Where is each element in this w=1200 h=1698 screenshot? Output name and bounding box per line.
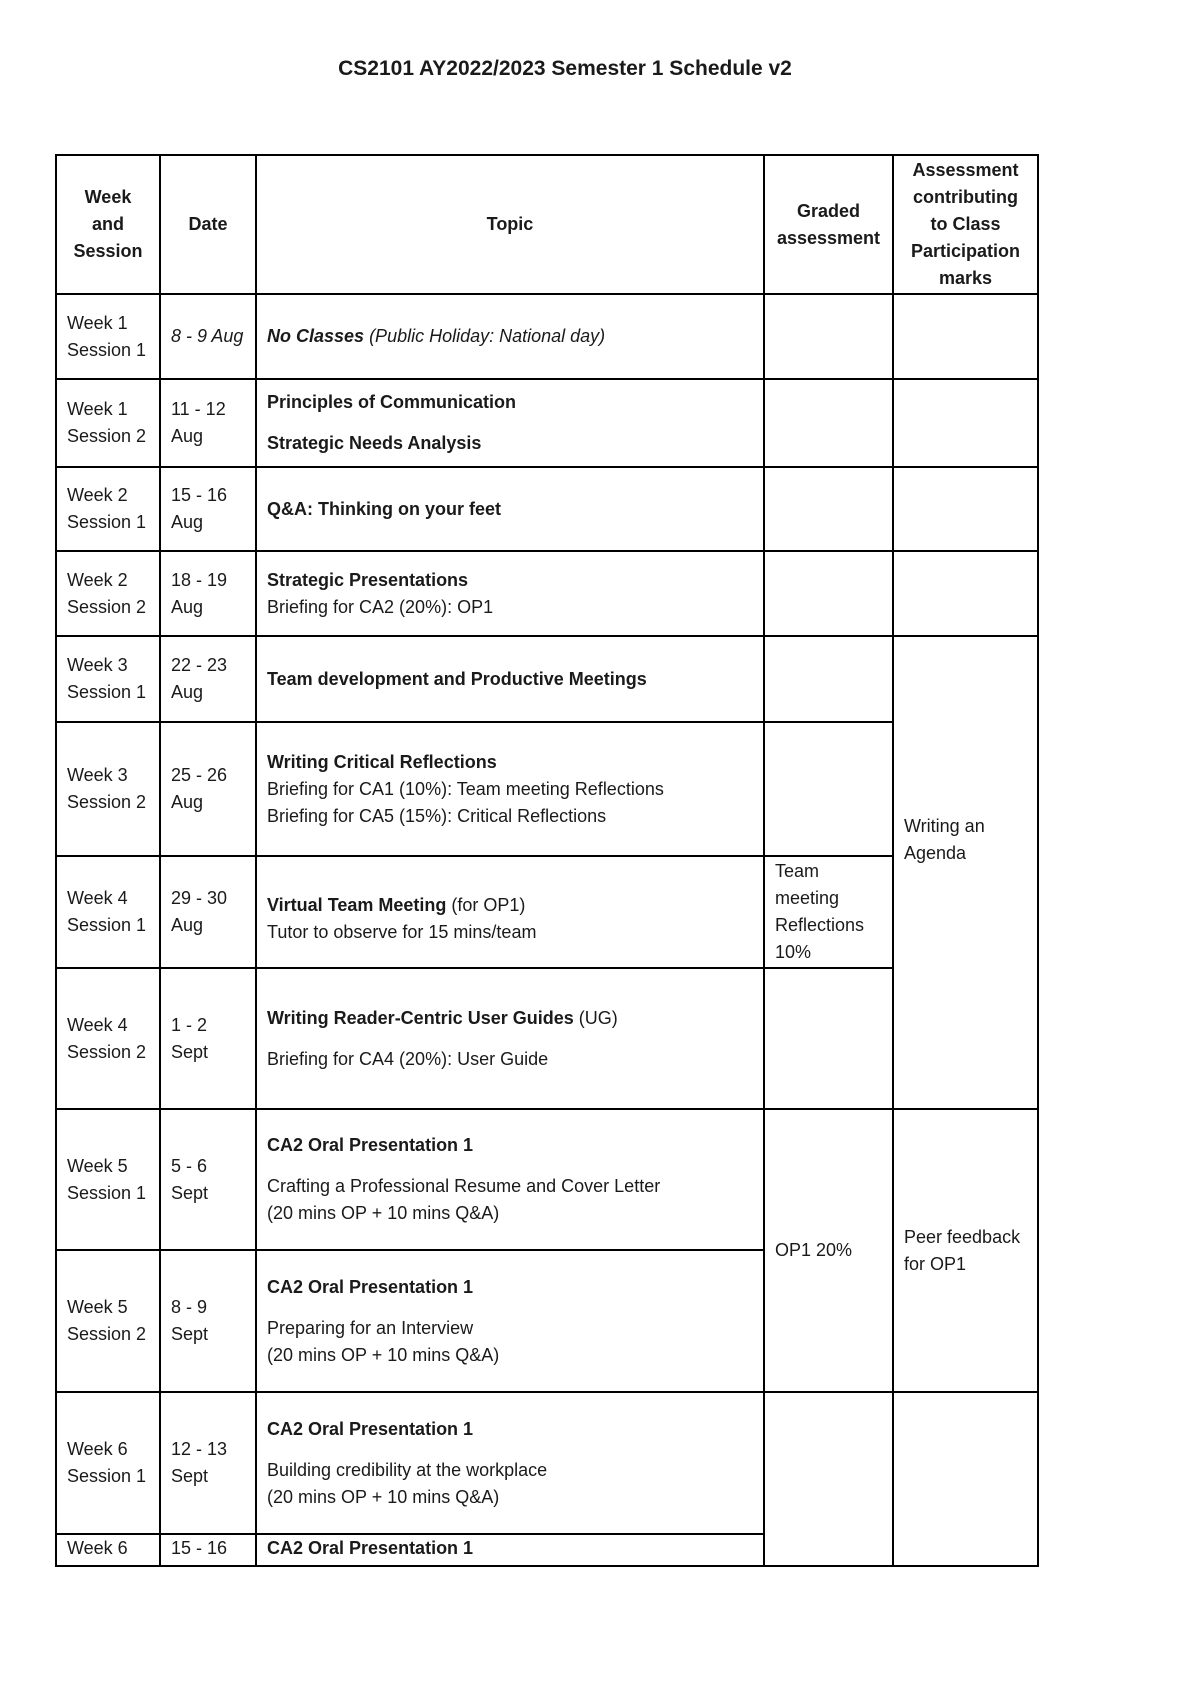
table-row <box>56 379 1038 467</box>
graded-cell <box>764 968 893 1109</box>
header-date: Date <box>160 155 256 294</box>
topic-cell <box>256 1534 764 1566</box>
topic-line: Briefing for CA1 (10%): Team meeting Reflections <box>267 778 664 799</box>
topic-line: (20 mins OP + 10 mins Q&A) <box>267 1486 500 1507</box>
week-cell: Week 1 Session 1 <box>56 294 160 379</box>
date-cell: 18 - 19 Aug <box>160 551 256 636</box>
topic-cell <box>256 294 764 379</box>
graded-cell <box>764 294 893 379</box>
topic-cell <box>256 1250 764 1392</box>
table-header-row <box>56 155 1038 294</box>
week-cell: Week 3 Session 2 <box>56 722 160 856</box>
table-row <box>56 1109 1038 1250</box>
graded-cell: Team meeting Reflections 10% <box>764 856 893 968</box>
date-cell: 15 - 16 <box>160 1534 256 1566</box>
topic-line: Virtual Team Meeting <box>267 895 447 915</box>
topic-cell <box>256 856 764 968</box>
topic-line: (UG) <box>573 1007 618 1028</box>
week-cell: Week 3 Session 1 <box>56 636 160 722</box>
cp-peer-text: Peer feedback for OP1 <box>904 1226 1021 1274</box>
topic-line: Principles of Communication <box>267 392 517 412</box>
week-cell: Week 6 Session 1 <box>56 1392 160 1534</box>
graded-cell <box>764 1392 893 1566</box>
topic-line <box>267 1005 753 1032</box>
graded-op1-text: OP1 20% <box>775 1240 853 1260</box>
date-cell: 15 - 16 Aug <box>160 467 256 551</box>
graded-cell <box>764 467 893 551</box>
header-topic: Topic <box>256 155 764 294</box>
week-cell: Week 2 Session 1 <box>56 467 160 551</box>
topic-line: CA2 Oral Presentation 1 <box>267 1538 474 1558</box>
date-cell: 8 - 9 Aug <box>160 294 256 379</box>
table-row <box>56 294 1038 379</box>
graded-cell <box>764 636 893 722</box>
topic-line: Writing Critical Reflections <box>267 751 497 772</box>
cp-cell-agenda <box>893 636 1038 1109</box>
topic-cell <box>256 636 764 722</box>
date-cell: 12 - 13 Sept <box>160 1392 256 1534</box>
topic-line: Team development and Productive Meetings <box>267 668 647 689</box>
topic-line: CA2 Oral Presentation 1 <box>267 1276 474 1297</box>
topic-line: Crafting a Professional Resume and Cover Letter <box>267 1176 661 1196</box>
table-row <box>56 968 1038 1109</box>
graded-cell <box>764 551 893 636</box>
table-row <box>56 1392 1038 1534</box>
week-cell: Week 1 Session 2 <box>56 379 160 467</box>
cp-cell <box>893 379 1038 467</box>
topic-cell <box>256 379 764 467</box>
graded-cell-op1 <box>764 1109 893 1392</box>
topic-line: Building credibility at the workplace <box>267 1459 548 1480</box>
topic-line: Tutor to observe for 15 mins/team <box>267 922 537 942</box>
table-row <box>56 467 1038 551</box>
week-cell: Week 5 Session 2 <box>56 1250 160 1392</box>
topic-line <box>267 892 753 919</box>
topic-line: CA2 Oral Presentation 1 <box>267 1135 474 1155</box>
topic-line: Strategic Presentations <box>267 569 469 590</box>
topic-cell <box>256 722 764 856</box>
topic-cell <box>256 1109 764 1250</box>
topic-line: (20 mins OP + 10 mins Q&A) <box>267 1344 500 1365</box>
cp-cell <box>893 1392 1038 1566</box>
graded-cell <box>764 722 893 856</box>
topic-line: Briefing for CA5 (15%): Critical Reflections <box>267 805 607 826</box>
table-row <box>56 551 1038 636</box>
week-cell: Week 4 Session 1 <box>56 856 160 968</box>
header-graded: Graded assessment <box>764 155 893 294</box>
week-cell: Week 2 Session 2 <box>56 551 160 636</box>
cp-cell-peer <box>893 1109 1038 1392</box>
topic-cell <box>256 467 764 551</box>
table-row <box>56 722 1038 856</box>
cp-agenda-text: Writing an Agenda <box>904 815 985 863</box>
topic-line: (for OP1) <box>446 895 526 915</box>
week-cell: Week 6 <box>56 1534 160 1566</box>
topic-line: Briefing for CA4 (20%): User Guide <box>267 1048 549 1069</box>
topic-line: Q&A: Thinking on your feet <box>267 498 501 519</box>
topic-cell <box>256 968 764 1109</box>
topic-line: (20 mins OP + 10 mins Q&A) <box>267 1203 500 1223</box>
topic-line: Briefing for CA2 (20%): OP1 <box>267 596 494 617</box>
week-cell: Week 4 Session 2 <box>56 968 160 1109</box>
header-week: Week and Session <box>56 155 160 294</box>
date-cell: 1 - 2 Sept <box>160 968 256 1109</box>
topic-line: Writing Reader-Centric User Guides <box>267 1007 574 1028</box>
table-row <box>56 636 1038 722</box>
date-cell: 22 - 23 Aug <box>160 636 256 722</box>
topic-line: CA2 Oral Presentation 1 <box>267 1418 474 1439</box>
cp-cell <box>893 294 1038 379</box>
topic-line: (Public Holiday: National day) <box>364 326 606 346</box>
date-cell: 25 - 26 Aug <box>160 722 256 856</box>
date-cell: 5 - 6 Sept <box>160 1109 256 1250</box>
cp-cell <box>893 551 1038 636</box>
date-cell: 29 - 30 Aug <box>160 856 256 968</box>
schedule-table <box>55 154 1039 1567</box>
topic-line: Preparing for an Interview <box>267 1317 474 1338</box>
topic-line: Strategic Needs Analysis <box>267 433 482 453</box>
topic-cell <box>256 1392 764 1534</box>
week-cell: Week 5 Session 1 <box>56 1109 160 1250</box>
cp-cell <box>893 467 1038 551</box>
topic-cell <box>256 551 764 636</box>
date-cell: 8 - 9 Sept <box>160 1250 256 1392</box>
header-cp: Assessment contributing to Class Participation marks <box>893 155 1038 294</box>
graded-cell <box>764 379 893 467</box>
table-row <box>56 856 1038 968</box>
topic-line: No Classes <box>267 326 365 346</box>
page-title: CS2101 AY2022/2023 Semester 1 Schedule v2 <box>338 57 792 80</box>
date-cell: 11 - 12 Aug <box>160 379 256 467</box>
